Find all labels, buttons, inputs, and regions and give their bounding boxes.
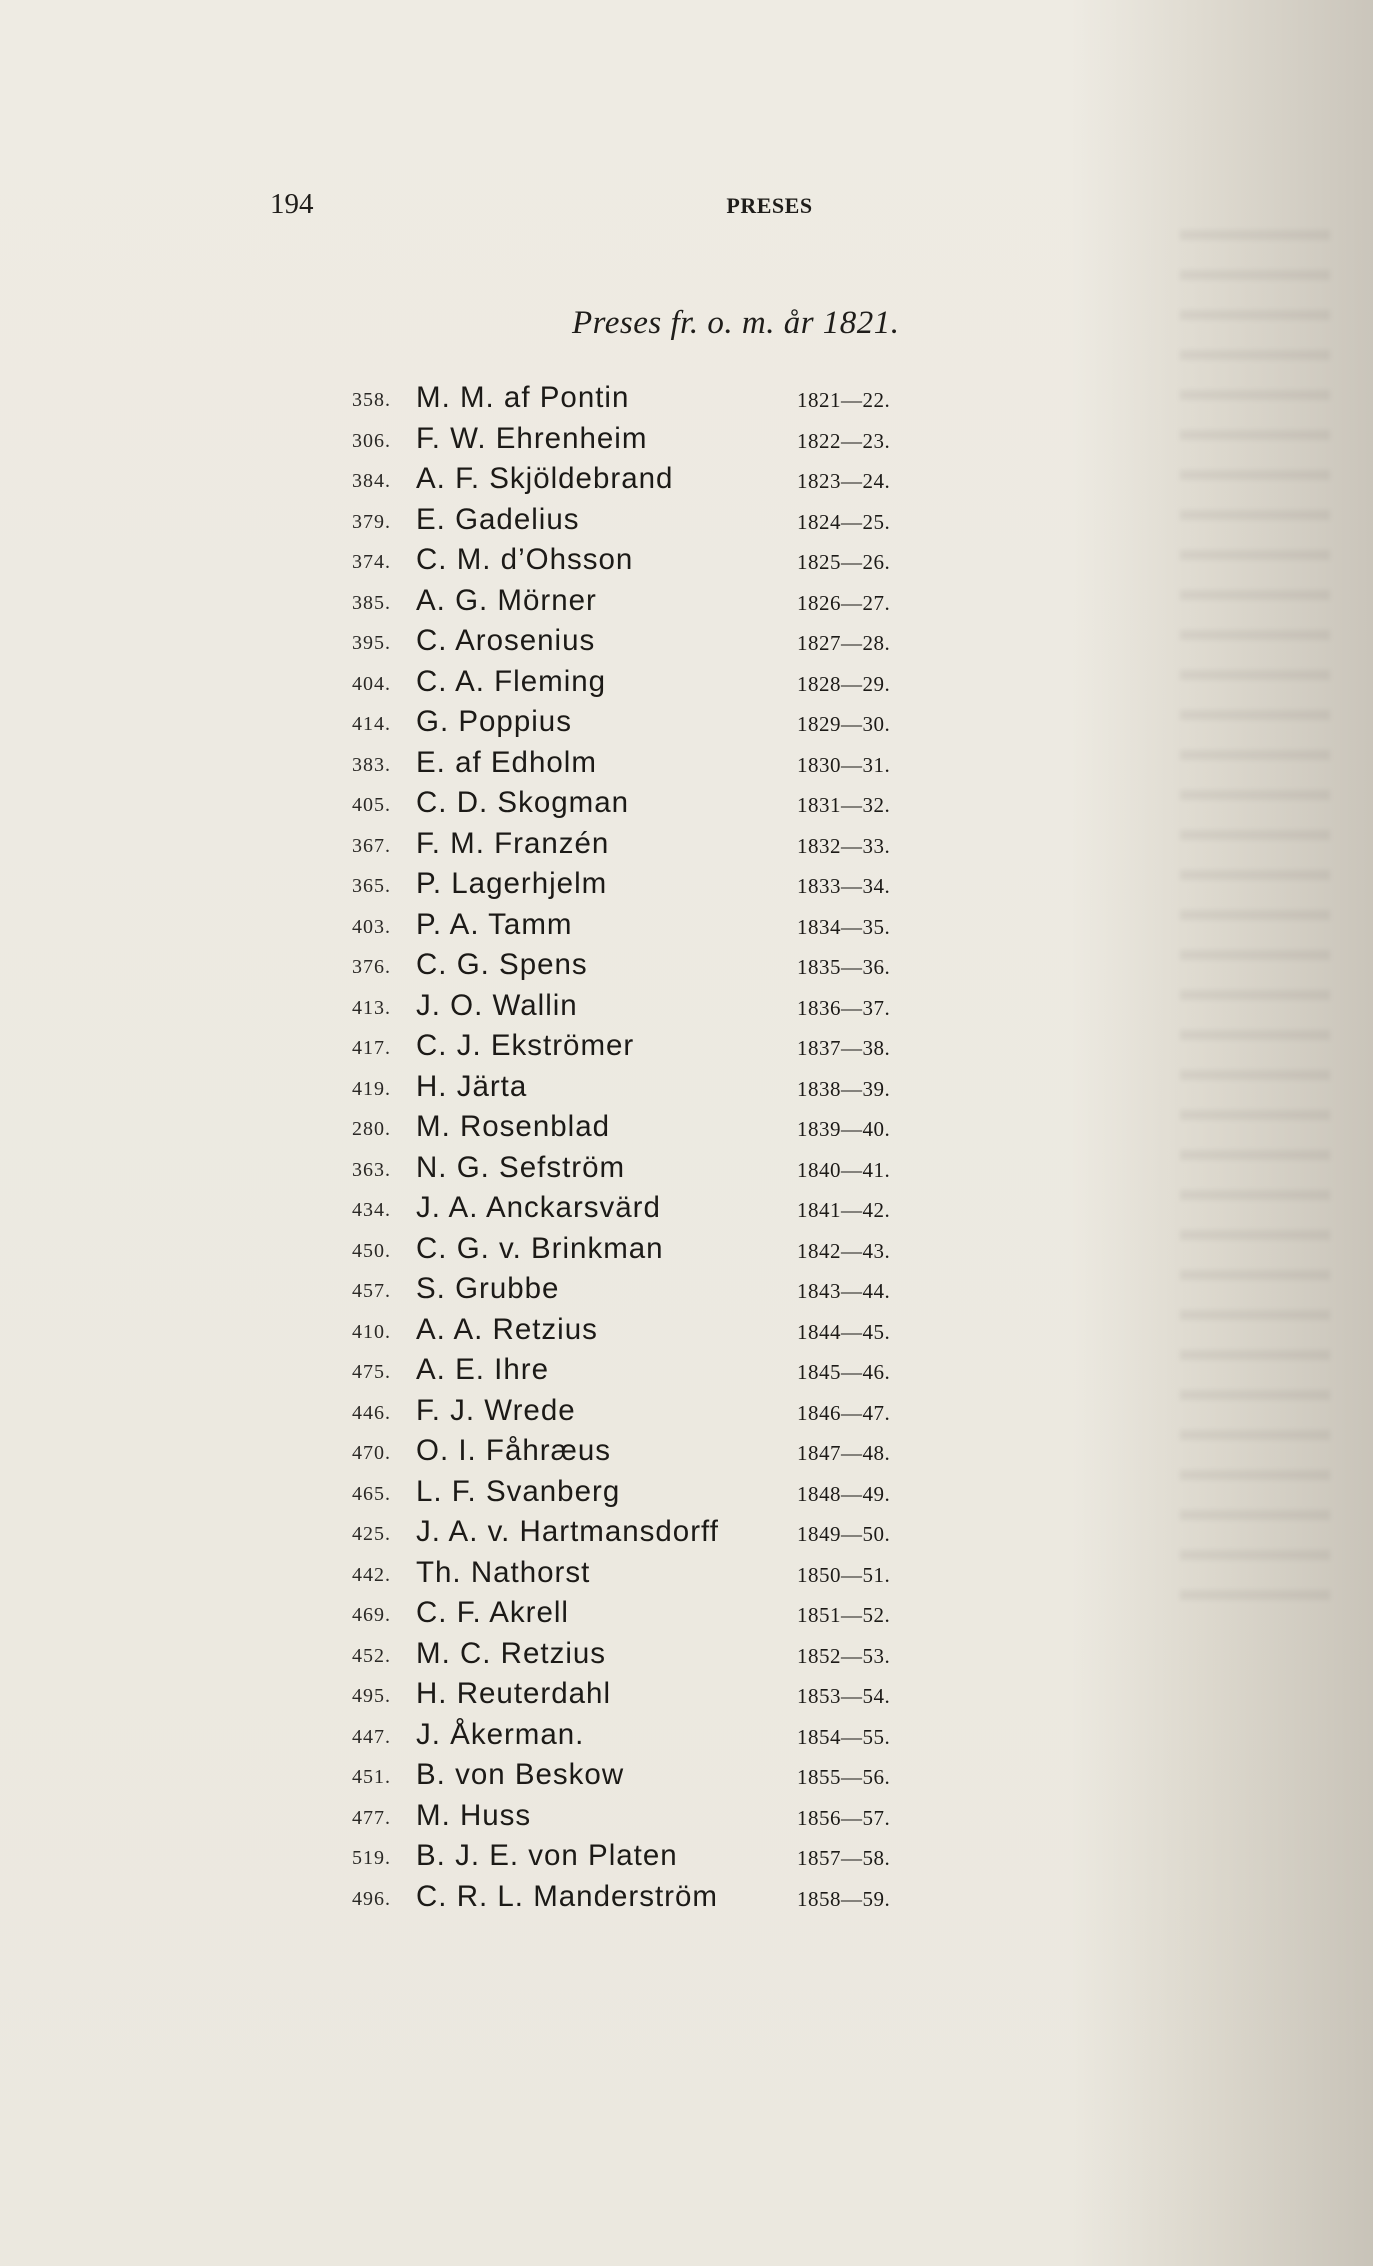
entry-name: A. A. Retzius — [416, 1312, 598, 1346]
list-item — [352, 500, 932, 541]
entry-number: 495. — [352, 1685, 391, 1707]
entry-years: 1857—58. — [797, 1846, 891, 1870]
entry-name: Th. Nathorst — [416, 1555, 591, 1589]
entry-years: 1823—24. — [797, 469, 891, 493]
entry-number: 442. — [352, 1563, 391, 1586]
page-number: 194 — [270, 188, 314, 220]
list-item — [352, 621, 932, 662]
list-item — [352, 1836, 932, 1877]
entry-number: 477. — [352, 1806, 391, 1829]
entry-years: 1822—23. — [797, 428, 891, 453]
entry-years: 1855—56. — [797, 1765, 891, 1789]
entry-number: 358. — [352, 389, 391, 411]
entry-years: 1836—37. — [797, 995, 891, 1020]
list-item — [352, 1431, 932, 1472]
entry-name: C. Arosenius — [416, 624, 596, 657]
list-item — [352, 1107, 932, 1148]
entry-years: 1843—44. — [797, 1279, 891, 1303]
entry-name: F. J. Wrede — [416, 1393, 576, 1427]
entry-number: 465. — [352, 1482, 391, 1505]
entry-number: 425. — [352, 1523, 391, 1545]
entry-years: 1846—47. — [797, 1400, 891, 1425]
entry-number: 410. — [352, 1320, 391, 1343]
entry-years: 1852—53. — [797, 1643, 891, 1668]
entry-number: 280. — [352, 1118, 391, 1140]
entry-years: 1824—25. — [797, 509, 891, 534]
entry-name: M. M. af Pontin — [416, 381, 630, 414]
list-item — [352, 1391, 932, 1432]
entry-number: 447. — [352, 1725, 391, 1748]
entry-years: 1844—45. — [797, 1319, 891, 1344]
entry-name: E. Gadelius — [416, 502, 580, 536]
entry-name: A. F. Skjöldebrand — [416, 462, 674, 495]
list-item — [352, 743, 932, 784]
entry-years: 1821—22. — [797, 388, 891, 412]
entry-years: 1827—28. — [797, 631, 891, 655]
entry-years: 1840—41. — [797, 1157, 891, 1182]
entry-number: 457. — [352, 1280, 391, 1302]
entry-number: 475. — [352, 1361, 391, 1383]
entry-number: 519. — [352, 1847, 391, 1869]
entry-number: 385. — [352, 591, 391, 614]
entry-name: C. A. Fleming — [416, 664, 607, 698]
entry-years: 1837—38. — [797, 1036, 891, 1060]
entry-name: A. E. Ihre — [416, 1353, 549, 1386]
entry-name: M. Rosenblad — [416, 1110, 611, 1143]
entry-number: 384. — [352, 470, 391, 492]
list-item — [352, 459, 932, 500]
entry-name: C. M. d’Ohsson — [416, 543, 634, 576]
list-item — [352, 945, 932, 986]
entry-years: 1851—52. — [797, 1603, 891, 1627]
entry-years: 1850—51. — [797, 1562, 891, 1587]
entry-years: 1838—39. — [797, 1076, 891, 1101]
list-item — [352, 702, 932, 743]
entry-name: C. D. Skogman — [416, 786, 630, 819]
entry-years: 1826—27. — [797, 590, 891, 615]
entry-years: 1829—30. — [797, 712, 891, 736]
entry-number: 405. — [352, 794, 391, 816]
entry-name: H. Reuterdahl — [416, 1677, 612, 1710]
list-item — [352, 1796, 932, 1837]
entry-number: 417. — [352, 1037, 391, 1059]
entry-number: 446. — [352, 1401, 391, 1424]
entry-years: 1847—48. — [797, 1441, 891, 1465]
entry-years: 1849—50. — [797, 1522, 891, 1546]
entry-number: 413. — [352, 996, 391, 1019]
list-item — [352, 1755, 932, 1796]
list-item — [352, 1067, 932, 1108]
entry-number: 403. — [352, 915, 391, 938]
entry-number: 376. — [352, 956, 391, 978]
entry-name: C. G. Spens — [416, 948, 588, 981]
list-item — [352, 1229, 932, 1270]
entry-name: M. C. Retzius — [416, 1636, 607, 1670]
list-item — [352, 1026, 932, 1067]
entry-number: 470. — [352, 1442, 391, 1464]
entry-number: 383. — [352, 753, 391, 776]
entry-number: 374. — [352, 551, 391, 573]
list-item — [352, 1472, 932, 1513]
entry-name: B. von Beskow — [416, 1758, 625, 1791]
entry-name: H. Järta — [416, 1069, 528, 1103]
list-item — [352, 581, 932, 622]
entry-years: 1858—59. — [797, 1886, 891, 1911]
entry-name: O. I. Fåhræus — [416, 1434, 611, 1467]
list-item — [352, 540, 932, 581]
entry-years: 1833—34. — [797, 874, 891, 898]
entry-name: G. Poppius — [416, 705, 572, 738]
entry-number: 451. — [352, 1766, 391, 1788]
list-item — [352, 1350, 932, 1391]
entry-years: 1825—26. — [797, 550, 891, 574]
entry-number: 434. — [352, 1199, 391, 1221]
entry-name: J. A. v. Hartmansdorff — [416, 1515, 719, 1548]
running-head — [0, 193, 1373, 219]
entry-name: S. Grubbe — [416, 1272, 560, 1305]
entry-years: 1854—55. — [797, 1724, 891, 1749]
entry-years: 1830—31. — [797, 752, 891, 777]
entry-years: 1848—49. — [797, 1481, 891, 1506]
list-item — [352, 1553, 932, 1594]
entry-name: J. A. Anckarsvärd — [416, 1191, 661, 1224]
entry-years: 1853—54. — [797, 1684, 891, 1708]
list-item — [352, 662, 932, 703]
entry-number: 306. — [352, 429, 391, 452]
list-item — [352, 1674, 932, 1715]
entry-years: 1845—46. — [797, 1360, 891, 1384]
show-through-text — [1180, 230, 1330, 1630]
entry-years: 1828—29. — [797, 671, 891, 696]
entry-years: 1834—35. — [797, 914, 891, 939]
list-item — [352, 419, 932, 460]
list-item — [352, 864, 932, 905]
entry-name: C. J. Ekströmer — [416, 1029, 635, 1062]
entry-number: 496. — [352, 1887, 391, 1910]
entry-name: F. W. Ehrenheim — [416, 421, 648, 455]
list-item — [352, 1877, 932, 1918]
entry-name: N. G. Sefström — [416, 1150, 626, 1184]
entry-name: C. R. L. Manderström — [416, 1879, 718, 1913]
entry-number: 414. — [352, 713, 391, 735]
entry-number: 367. — [352, 834, 391, 857]
entry-years: 1831—32. — [797, 793, 891, 817]
entry-years: 1842—43. — [797, 1238, 891, 1263]
list-item — [352, 378, 932, 419]
entry-number: 419. — [352, 1077, 391, 1100]
entry-name: C. F. Akrell — [416, 1596, 569, 1629]
entry-name: B. J. E. von Platen — [416, 1839, 678, 1872]
list-item — [352, 1269, 932, 1310]
list-item — [352, 783, 932, 824]
entry-number: 452. — [352, 1644, 391, 1667]
entry-number: 469. — [352, 1604, 391, 1626]
list-item — [352, 1715, 932, 1756]
list-item — [352, 1593, 932, 1634]
running-head-text: PRESES — [726, 193, 813, 218]
list-item — [352, 824, 932, 865]
entry-name: L. F. Svanberg — [416, 1474, 621, 1508]
list-item — [352, 1634, 932, 1675]
entry-number: 404. — [352, 672, 391, 695]
list-item — [352, 905, 932, 946]
list-item — [352, 1310, 932, 1351]
entry-number: 363. — [352, 1158, 391, 1181]
section-title: Preses fr. o. m. år 1821. — [572, 305, 900, 341]
presidents-list — [352, 378, 932, 1917]
entry-name: F. M. Franzén — [416, 826, 610, 860]
entry-years: 1839—40. — [797, 1117, 891, 1141]
entry-name: A. G. Mörner — [416, 583, 597, 617]
list-item — [352, 1188, 932, 1229]
entry-years: 1841—42. — [797, 1198, 891, 1222]
entry-years: 1835—36. — [797, 955, 891, 979]
entry-name: J. O. Wallin — [416, 988, 578, 1022]
entry-years: 1856—57. — [797, 1805, 891, 1830]
entry-number: 395. — [352, 632, 391, 654]
entry-name: P. Lagerhjelm — [416, 867, 608, 900]
entry-name: M. Huss — [416, 1798, 532, 1832]
entry-name: C. G. v. Brinkman — [416, 1231, 664, 1265]
entry-name: J. Åkerman. — [416, 1717, 585, 1751]
entry-number: 379. — [352, 510, 391, 533]
entry-number: 365. — [352, 875, 391, 897]
list-item — [352, 986, 932, 1027]
list-item — [352, 1148, 932, 1189]
entry-number: 450. — [352, 1239, 391, 1262]
entry-name: P. A. Tamm — [416, 907, 573, 941]
list-item — [352, 1512, 932, 1553]
entry-years: 1832—33. — [797, 833, 891, 858]
entry-name: E. af Edholm — [416, 745, 597, 779]
